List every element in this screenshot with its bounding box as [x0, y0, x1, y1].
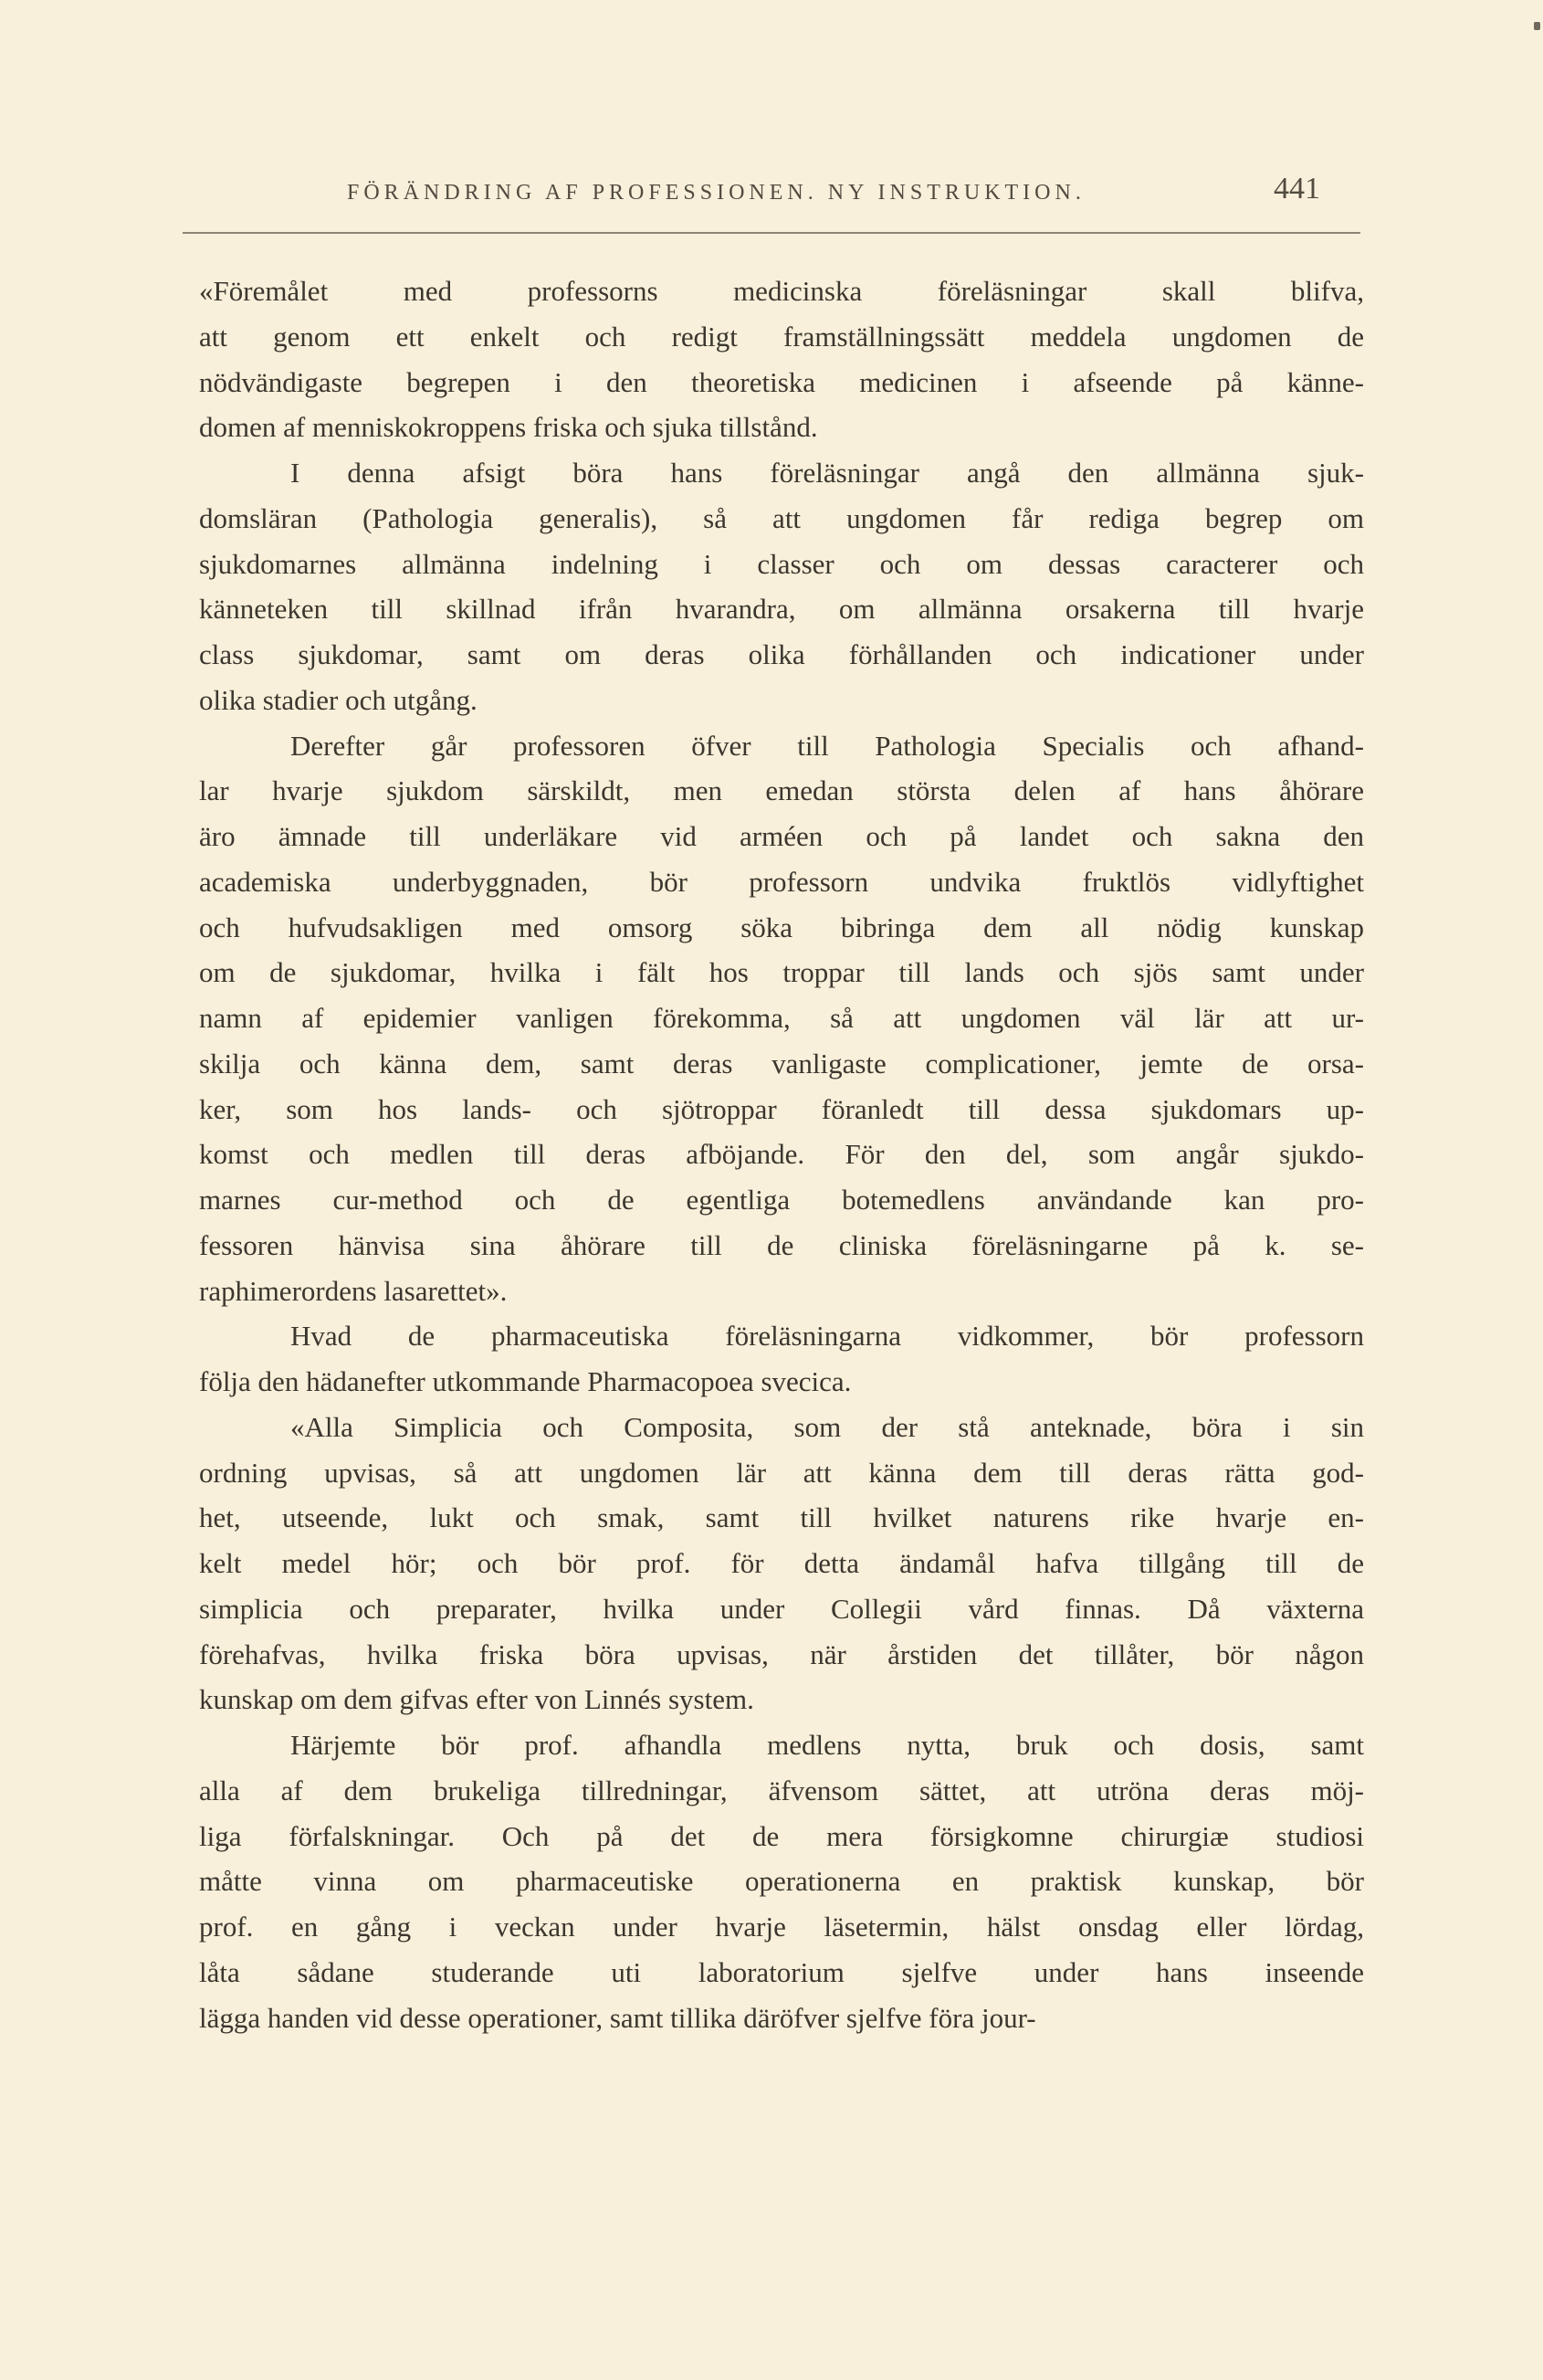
text-line: olika stadier och utgång. — [199, 683, 478, 716]
text-line: att genom ett enkelt och redigt framställningssätt meddela ungdomen de — [199, 320, 1364, 353]
text-line: kunskap om dem gifvas efter von Linnés system. — [199, 1683, 754, 1716]
text-line: Härjemte bör prof. afhandla medlens nytta, bruk och dosis, samt — [290, 1729, 1364, 1761]
text-line: följa den hädanefter utkommande Pharmacopoea svecica. — [199, 1365, 852, 1397]
text-line: komst och medlen till deras afböjande. För den del, som angår sjukdo- — [199, 1138, 1364, 1171]
text-line: nödvändigaste begrepen i den theoretiska medicinen i afseende på känne- — [199, 365, 1364, 398]
text-line: namn af epidemier vanligen förekomma, så att ungdomen väl lär att ur- — [199, 1002, 1364, 1034]
text-line: känneteken till skillnad ifrån hvarandra, om allmänna orsakerna till hvarje — [199, 593, 1364, 626]
paragraph — [199, 1313, 1364, 1405]
text-line: och hufvudsakligen med omsorg söka bibringa dem all nödig kunskap — [199, 911, 1364, 943]
text-line: prof. en gång i veckan under hvarje läsetermin, hälst onsdag eller lördag, — [199, 1911, 1364, 1943]
text-line: Derefter går professoren öfver till Pathologia Specialis och afhand- — [290, 729, 1364, 762]
text-line: academiska underbyggnaden, bör professorn undvika fruktlös vidlyftighet — [199, 865, 1364, 898]
text-line: I denna afsigt böra hans föreläsningar angå den allmänna sjuk- — [290, 457, 1364, 489]
text-line: lägga handen vid desse operationer, samt tillika däröfver sjelfve föra jour- — [199, 2001, 1036, 2034]
text-line: förehafvas, hvilka friska böra upvisas, när årstiden det tillåter, bör någon — [199, 1638, 1364, 1670]
text-line: ker, som hos lands- och sjötroppar föranledt till dessa sjukdomars up- — [199, 1092, 1364, 1125]
body-text — [199, 269, 1364, 2040]
text-line: domsläran (Pathologia generalis), så att ungdomen får rediga begrep om — [199, 501, 1364, 534]
text-line: «Alla Simplicia och Composita, som der stå anteknade, böra i sin — [290, 1410, 1364, 1443]
running-title: FÖRÄNDRING AF PROFESSIONEN. NY INSTRUKTION. — [347, 181, 1086, 205]
text-line: marnes cur-method och de egentliga botemedlens användande kan pro- — [199, 1184, 1364, 1216]
text-line: kelt medel hör; och bör prof. för detta ändamål hafva tillgång till de — [199, 1547, 1364, 1579]
text-line: alla af dem brukeliga tillredningar, äfvensom sättet, att utröna deras möj- — [199, 1774, 1364, 1806]
text-line: låta sådane studerande uti laboratorium sjelfve under hans inseende — [199, 1955, 1364, 1988]
text-line: domen af menniskokroppens friska och sjuka tillstånd. — [199, 411, 818, 444]
paragraph — [199, 450, 1364, 723]
text-line: lar hvarje sjukdom särskildt, men emedan största delen af hans åhörare — [199, 774, 1364, 807]
text-line: om de sjukdomar, hvilka i fält hos troppar till lands och sjös samt under — [199, 956, 1364, 989]
page-header — [183, 172, 1360, 219]
margin-mark — [1534, 22, 1540, 30]
paragraph — [199, 723, 1364, 1314]
text-line: sjukdomarnes allmänna indelning i classer och om dessas caracterer och — [199, 547, 1364, 580]
text-line: måtte vinna om pharmaceutiske operationerna en praktisk kunskap, bör — [199, 1865, 1364, 1898]
text-line: fessoren hänvisa sina åhörare till de cliniska föreläsningarne på k. se- — [199, 1228, 1364, 1261]
paragraph — [199, 1405, 1364, 1722]
text-line: ordning upvisas, så att ungdomen lär att känna dem till deras rätta god- — [199, 1456, 1364, 1489]
page-number: 441 — [1274, 172, 1320, 205]
header-rule — [183, 232, 1360, 234]
text-line: «Föremålet med professorns medicinska föreläsningar skall blifva, — [199, 275, 1364, 307]
text-line: skilja och känna dem, samt deras vanligaste complicationer, jemte de orsa- — [199, 1047, 1364, 1079]
text-line: äro ämnade till underläkare vid arméen och på landet och sakna den — [199, 820, 1364, 852]
paragraph — [199, 269, 1364, 450]
text-line: liga förfalskningar. Och på det de mera försigkomne chirurgiæ studiosi — [199, 1819, 1364, 1852]
text-line: Hvad de pharmaceutiska föreläsningarna vidkommer, bör professorn — [290, 1320, 1364, 1353]
text-line: class sjukdomar, samt om deras olika förhållanden och indicationer under — [199, 638, 1364, 670]
text-line: raphimerordens lasarettet». — [199, 1274, 508, 1307]
text-line: het, utseende, lukt och smak, samt till hvilket naturens rike hvarje en- — [199, 1501, 1364, 1534]
text-line: simplicia och preparater, hvilka under Collegii vård finnas. Då växterna — [199, 1592, 1364, 1625]
paragraph — [199, 1722, 1364, 2040]
